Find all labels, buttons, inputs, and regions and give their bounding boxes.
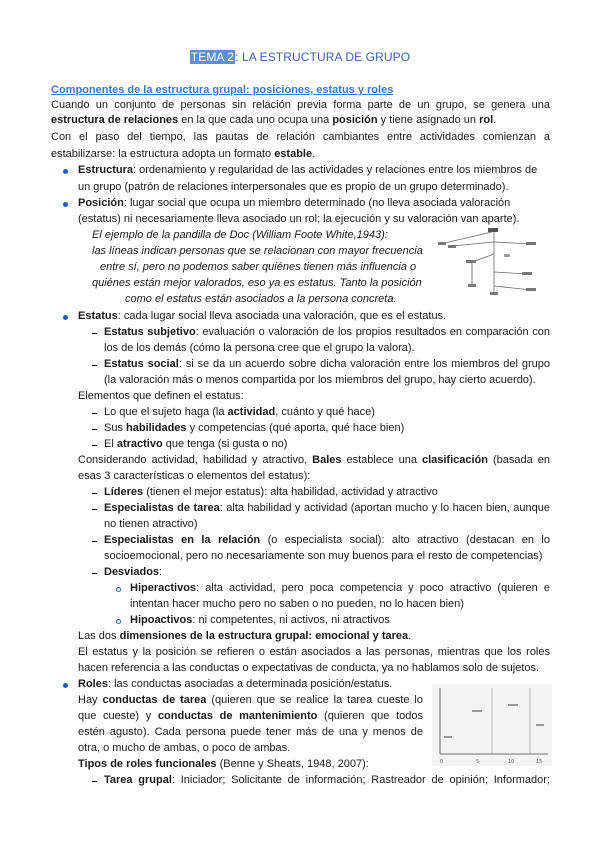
dash-icon — [92, 573, 97, 574]
dimensiones-line: El estatus y la posición se refieren o están asociados a las personas, mientras que los roles — [78, 646, 550, 658]
title-rest: : LA ESTRUCTURA DE GRUPO — [235, 50, 411, 64]
intro-line: estabilizarse: la estructura adopta un formato estable. — [51, 148, 316, 160]
example-line: como el estatus están asociados a la persona concreta. — [125, 293, 397, 305]
intro-line: Con el paso del tiempo, las pautas de relación cambiantes entre actividades comienzan a — [51, 131, 550, 143]
grid-tick-label: 5 — [476, 759, 480, 765]
intro-line: estructura de relaciones en la que cada uno ocupa una posición y tiene asignado un rol. — [51, 114, 497, 126]
bales-item: no tienen atractivo) — [104, 518, 198, 530]
section-heading: Componentes de la estructura grupal: posiciones, estatus y roles — [51, 84, 394, 96]
dash-icon — [92, 541, 97, 542]
estructura-line: un grupo (patrón de relaciones interpersonales que es propio de un grupo determinado). — [78, 181, 509, 193]
dash-icon — [92, 509, 97, 510]
example-line: quiénes están mejor valorados, eso ya es estatus. Tanto la posición — [92, 277, 422, 289]
elementos-item: Lo que el sujeto haga (la actividad, cuánto y qué hace) — [104, 406, 375, 418]
estatus-social-line: Estatus social: si se da un acuerdo sobre dicha valoración entre los miembros del grupo — [104, 358, 550, 370]
estatus-subjetivo-line: los de los demás (cómo la persona cree que el grupo la valora). — [104, 342, 415, 354]
page-title — [0, 50, 600, 64]
network-diagram-figure — [432, 224, 552, 300]
roles-grid-figure — [432, 684, 552, 766]
elementos-heading: Elementos que definen el estatus: — [78, 390, 244, 402]
roles-line: otra, o mucho de ambas, o poco de ambas. — [78, 742, 291, 754]
bullet-icon — [63, 202, 68, 207]
posicion-line: (estatus) ni necesariamente lleva asociado un rol; la ejecución y su valoración van aparte). — [78, 213, 520, 225]
dimensiones-line: hacen referencia a las conductas o expectativas de conducta, ya no hablamos solo de sujetos. — [78, 662, 540, 674]
roles-item: Tarea grupal: Iniciador; Solicitante de información; Rastreador de opinión; Informador; — [104, 774, 551, 786]
dash-icon — [92, 429, 97, 430]
estructura-line: Estructura: ordenamiento y regularidad de las actividades y relaciones entre los miembros de — [78, 164, 538, 176]
estatus-social-line: (la valoración más o menos compartida por los miembros del grupo, hay cierto acuerdo). — [104, 374, 536, 386]
roles-line: estén agusto). Cada persona puede tener más de una y menos de — [78, 726, 423, 738]
bales-item: Desviados: — [104, 566, 163, 578]
elementos-item: El atractivo que tenga (si gusta o no) — [104, 438, 288, 450]
estatus-subjetivo-line: Estatus subjetivo: evaluación o valoración de los propios resultados en comparación con — [104, 326, 551, 338]
bales-subitem: intentan hacer mucho pero no saben o no pueden, no lo hacen bien) — [130, 598, 464, 610]
circle-bullet-icon — [116, 587, 121, 592]
intro-line: Cuando un conjunto de personas sin relación previa forma parte de un grupo, se genera una — [51, 99, 550, 111]
roles-line: que cueste) y conductas de mantenimiento (quieren que todos — [78, 710, 423, 722]
roles-line: Roles: las conductas asociadas a determinada posición/estatus. — [78, 678, 393, 690]
example-line: entre sí, pero no podemos saber quiénes tienen más influencia o — [100, 261, 417, 273]
dash-icon — [92, 413, 97, 414]
grid-tick-label: 15 — [536, 759, 543, 765]
bullet-icon — [63, 169, 68, 174]
roles-line: Tipos de roles funcionales (Benne y Sheats, 1948, 2007): — [78, 758, 369, 770]
roles-line: Hay conductas de tarea (quieren que se realice la tarea cueste lo — [78, 694, 423, 706]
example-line: El ejemplo de la pandilla de Doc (William Foote White,1943): — [92, 229, 388, 241]
dash-icon — [92, 781, 97, 782]
dash-icon — [92, 493, 97, 494]
dash-icon — [92, 333, 97, 334]
posicion-line: Posición: lugar social que ocupa un miembro determinado (no lleva asociada valoración — [78, 197, 511, 209]
bullet-icon — [63, 315, 68, 320]
grid-tick-label: 0 — [440, 759, 444, 765]
bales-item: socioemocional, pero no necesariamente son muy buenos para el resto de competencias) — [104, 550, 543, 562]
elementos-item: Sus habilidades y competencias (qué aporta, qué hace bien) — [104, 422, 405, 434]
dimensiones-line: Las dos dimensiones de la estructura grupal: emocional y tarea. — [78, 630, 412, 642]
bales-item: Líderes (tienen el mejor estatus): alta habilidad, actividad y atractivo — [104, 486, 438, 498]
grid-tick-label: 10 — [508, 759, 515, 765]
bales-item: Especialistas de tarea: alta habilidad y actividad (aportan mucho y lo hacen bien, aunque — [104, 502, 550, 514]
bales-subitem: Hipoactivos: ni competentes, ni activos, ni atractivos — [130, 614, 390, 626]
estatus-line: Estatus: cada lugar social lleva asociada una valoración, que es el estatus. — [78, 310, 447, 322]
bales-item: Especialistas en la relación (o especialista social): alto atractivo (destacan en lo — [104, 534, 550, 546]
example-line: las líneas indican personas que se relacionan con mayor frecuencia — [92, 245, 423, 257]
dash-icon — [92, 445, 97, 446]
title-highlight: TEMA 2 — [190, 50, 235, 64]
dash-icon — [92, 365, 97, 366]
bales-line: Considerando actividad, habilidad y atractivo, Bales establece una clasificación (basada en — [78, 454, 550, 466]
bales-line: esas 3 características o elementos del estatus): — [78, 470, 311, 482]
bales-subitem: Hiperactivos: alta actividad, pero poca competencia y poco atractivo (quieren e — [130, 582, 550, 594]
bullet-icon — [63, 683, 68, 688]
circle-bullet-icon — [116, 619, 121, 624]
